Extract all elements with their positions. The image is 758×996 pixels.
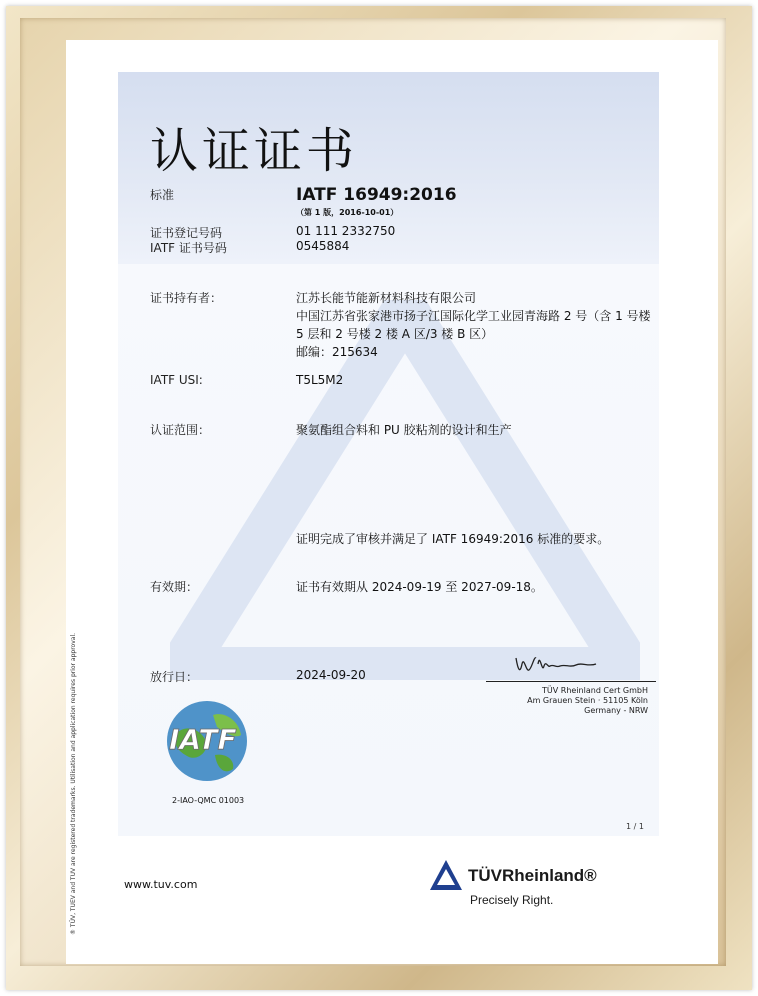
validity-value: 证书有效期从 2024-09-19 至 2027-09-18。 [296,580,543,594]
tuv-brand-name: TÜVRheinland® [468,866,597,885]
svg-text:IATF: IATF [169,723,237,756]
holder-block [296,289,656,361]
holder-postcode: 邮编：215634 [296,345,378,359]
issuer-line3: Germany - NRW [584,706,648,715]
page-number: 1 / 1 [626,822,644,831]
standard-value: IATF 16949:2016 [296,185,457,205]
issue-date: 2024-09-20 [296,668,366,682]
iatf-logo-code: 2-IAO-QMC 01003 [172,796,245,805]
iatf-cert-no-label: IATF 证书号码 [150,241,227,255]
validity-label: 有效期： [150,580,199,594]
iatf-cert-no-value: 0545884 [296,239,350,253]
website-link[interactable]: www.tuv.com [124,878,198,891]
issuer-line1: TÜV Rheinland Cert GmbH [542,686,648,695]
certificate-title: 认证证书 [150,123,359,179]
cert-reg-no-value: 01 111 2332750 [296,224,396,238]
scope-value: 聚氨酯组合料和 PU 胶粘剂的设计和生产 [296,423,512,437]
compliance-statement: 证明完成了审核并满足了 IATF 16949:2016 标准的要求。 [296,532,610,546]
signature-line [486,681,656,682]
usi-label: IATF USI: [150,373,203,387]
iatf-globe-logo [155,695,255,787]
standard-edition: （第 1 版，2016-10-01） [296,208,399,217]
holder-address-line1: 中国江苏省张家港市扬子江国际化学工业园青海路 2 号（含 1 号楼 [296,309,651,323]
issuer-line2: Am Grauen Stein · 51105 Köln [527,696,648,705]
trademark-note: ® TÜV, TUEV and TUV are registered trademarks. Utilisation and application requires prior approval. [70,632,77,935]
holder-address-line2: 5 层和 2 号楼 2 楼 A 区/3 楼 B 区） [296,327,494,341]
holder-name: 江苏长能节能新材料科技有限公司 [296,291,477,305]
usi-value: T5L5M2 [296,373,344,387]
standard-label: 标准 [150,188,175,202]
scope-label: 认证范围： [150,423,211,437]
tuv-tagline: Precisely Right. [470,893,554,907]
holder-label: 证书持有者： [150,291,223,305]
tuv-triangle-icon [428,858,464,892]
cert-reg-no-label: 证书登记号码 [150,226,223,240]
issuer-address [500,686,648,716]
signature [510,650,610,680]
issue-label: 放行日： [150,670,199,684]
